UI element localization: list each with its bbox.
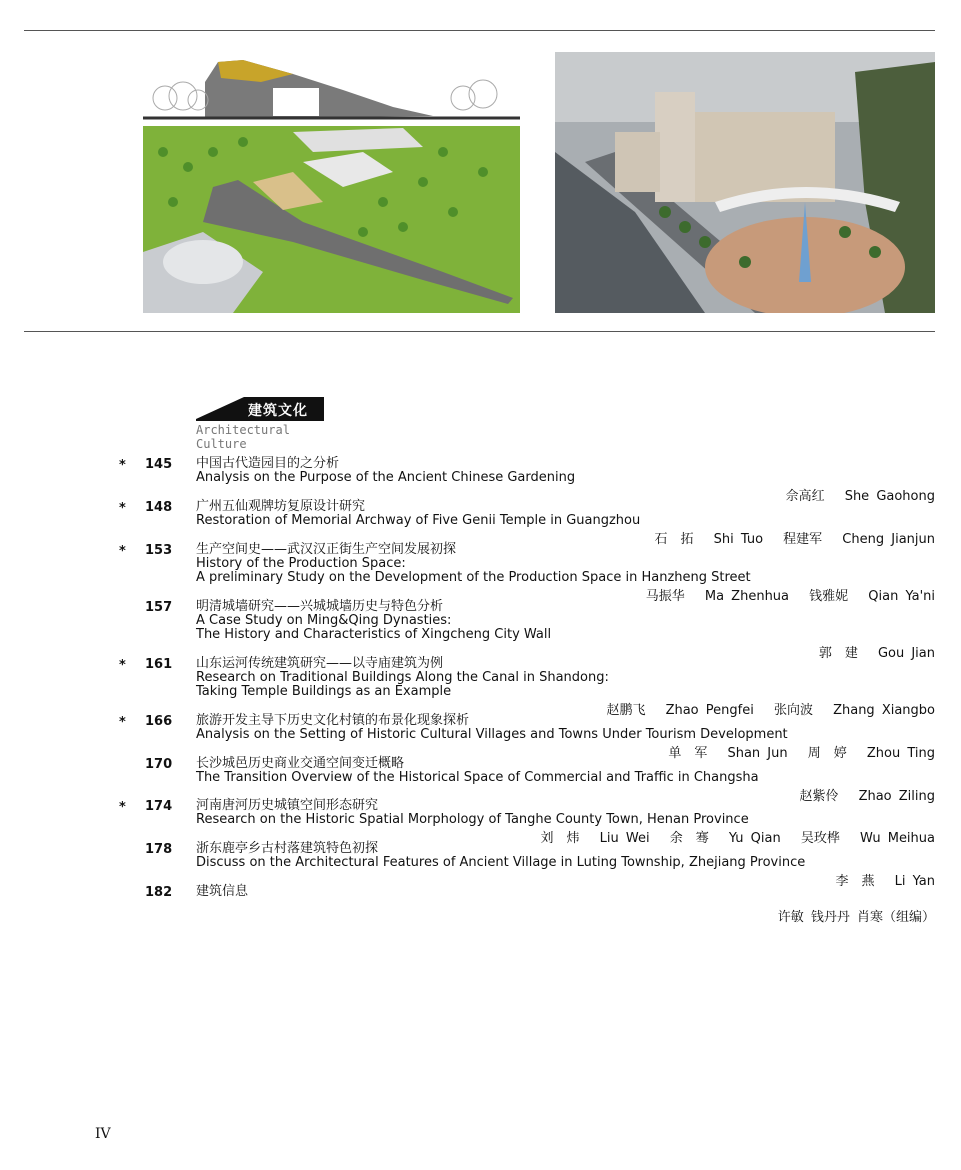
museum-rendering-image <box>143 52 520 313</box>
featured-star: * <box>119 458 126 473</box>
authors: 单 军 Shan Jun 周 婷 Zhou Ting <box>668 746 935 761</box>
folio-page-number: IV <box>95 1126 111 1142</box>
title-en: History of the Production Space: <box>196 556 406 571</box>
page-number: 170 <box>145 757 173 772</box>
page-number: 178 <box>145 842 173 857</box>
title-en: The Transition Overview of the Historical Space of Commercial and Traffic in Changsha <box>196 770 759 785</box>
title-en: Discuss on the Architectural Features of Ancient Village in Luting Township, Zhejiang Province <box>196 855 806 870</box>
title-cn: 明清城墙研究——兴城城墙历史与特色分析 <box>196 599 444 614</box>
title-cn: 河南唐河历史城镇空间形态研究 <box>196 798 379 813</box>
authors: 刘 炜 Liu Wei 余 骞 Yu Qian 吴玫桦 Wu Meihua <box>540 831 935 846</box>
title-en: Taking Temple Buildings as an Example <box>196 684 452 699</box>
page-number: 161 <box>145 657 173 672</box>
page-number: 174 <box>145 799 173 814</box>
page-number: 145 <box>145 457 173 472</box>
page-number: 166 <box>145 714 173 729</box>
title-en: Analysis on the Purpose of the Ancient Chinese Gardening <box>196 470 576 485</box>
title-cn: 长沙城邑历史商业交通空间变迁概略 <box>196 756 405 771</box>
title-en: Analysis on the Setting of Historic Cultural Villages and Towns Under Tourism Development <box>196 727 788 742</box>
authors: 赵鹏飞 Zhao Pengfei 张向波 Zhang Xiangbo <box>606 703 935 718</box>
authors: 赵紫伶 Zhao Ziling <box>799 789 935 804</box>
section-header <box>196 397 326 451</box>
middle-rule <box>24 331 935 332</box>
authors: 石 拓 Shi Tuo 程建军 Cheng Jianjun <box>654 532 935 547</box>
section-title-en: Architectural Culture <box>196 423 290 451</box>
featured-star: * <box>119 544 126 559</box>
title-en: A Case Study on Ming&Qing Dynasties: <box>196 613 452 628</box>
page-number: 157 <box>145 600 173 615</box>
title-cn: 建筑信息 <box>196 884 249 899</box>
title-cn: 旅游开发主导下历史文化村镇的布景化现象探析 <box>196 713 470 728</box>
title-cn: 浙东鹿亭乡古村落建筑特色初探 <box>196 841 379 856</box>
section-title-cn: 建筑文化 <box>248 403 308 419</box>
featured-star: * <box>119 800 126 815</box>
top-rule <box>24 30 935 31</box>
authors: 许敏 钱丹丹 肖寒（组编） <box>777 910 935 925</box>
page-number: 148 <box>145 500 173 515</box>
featured-star: * <box>119 501 126 516</box>
title-en: Research on Traditional Buildings Along the Canal in Shandong: <box>196 670 609 685</box>
title-cn: 山东运河传统建筑研究——以寺庙建筑为例 <box>196 656 444 671</box>
title-en: Research on the Historic Spatial Morphology of Tanghe County Town, Henan Province <box>196 812 749 827</box>
title-en: A preliminary Study on the Development of the Production Space in Hanzheng Street <box>196 570 751 585</box>
page-number: 182 <box>145 885 173 900</box>
authors: 佘高红 She Gaohong <box>785 489 935 504</box>
title-cn: 广州五仙观牌坊复原设计研究 <box>196 499 366 514</box>
title-cn: 生产空间史——武汉汉正街生产空间发展初探 <box>196 542 457 557</box>
title-cn: 中国古代造园目的之分析 <box>196 456 340 471</box>
commercial-complex-rendering-image <box>555 52 935 313</box>
title-en: The History and Characteristics of Xingcheng City Wall <box>196 627 552 642</box>
featured-star: * <box>119 658 126 673</box>
title-en: Restoration of Memorial Archway of Five Genii Temple in Guangzhou <box>196 513 641 528</box>
featured-star: * <box>119 715 126 730</box>
authors: 马振华 Ma Zhenhua 钱雅妮 Qian Ya'ni <box>645 589 935 604</box>
page-number: 153 <box>145 543 173 558</box>
authors: 郭 建 Gou Jian <box>818 646 935 661</box>
authors: 李 燕 Li Yan <box>835 874 935 889</box>
